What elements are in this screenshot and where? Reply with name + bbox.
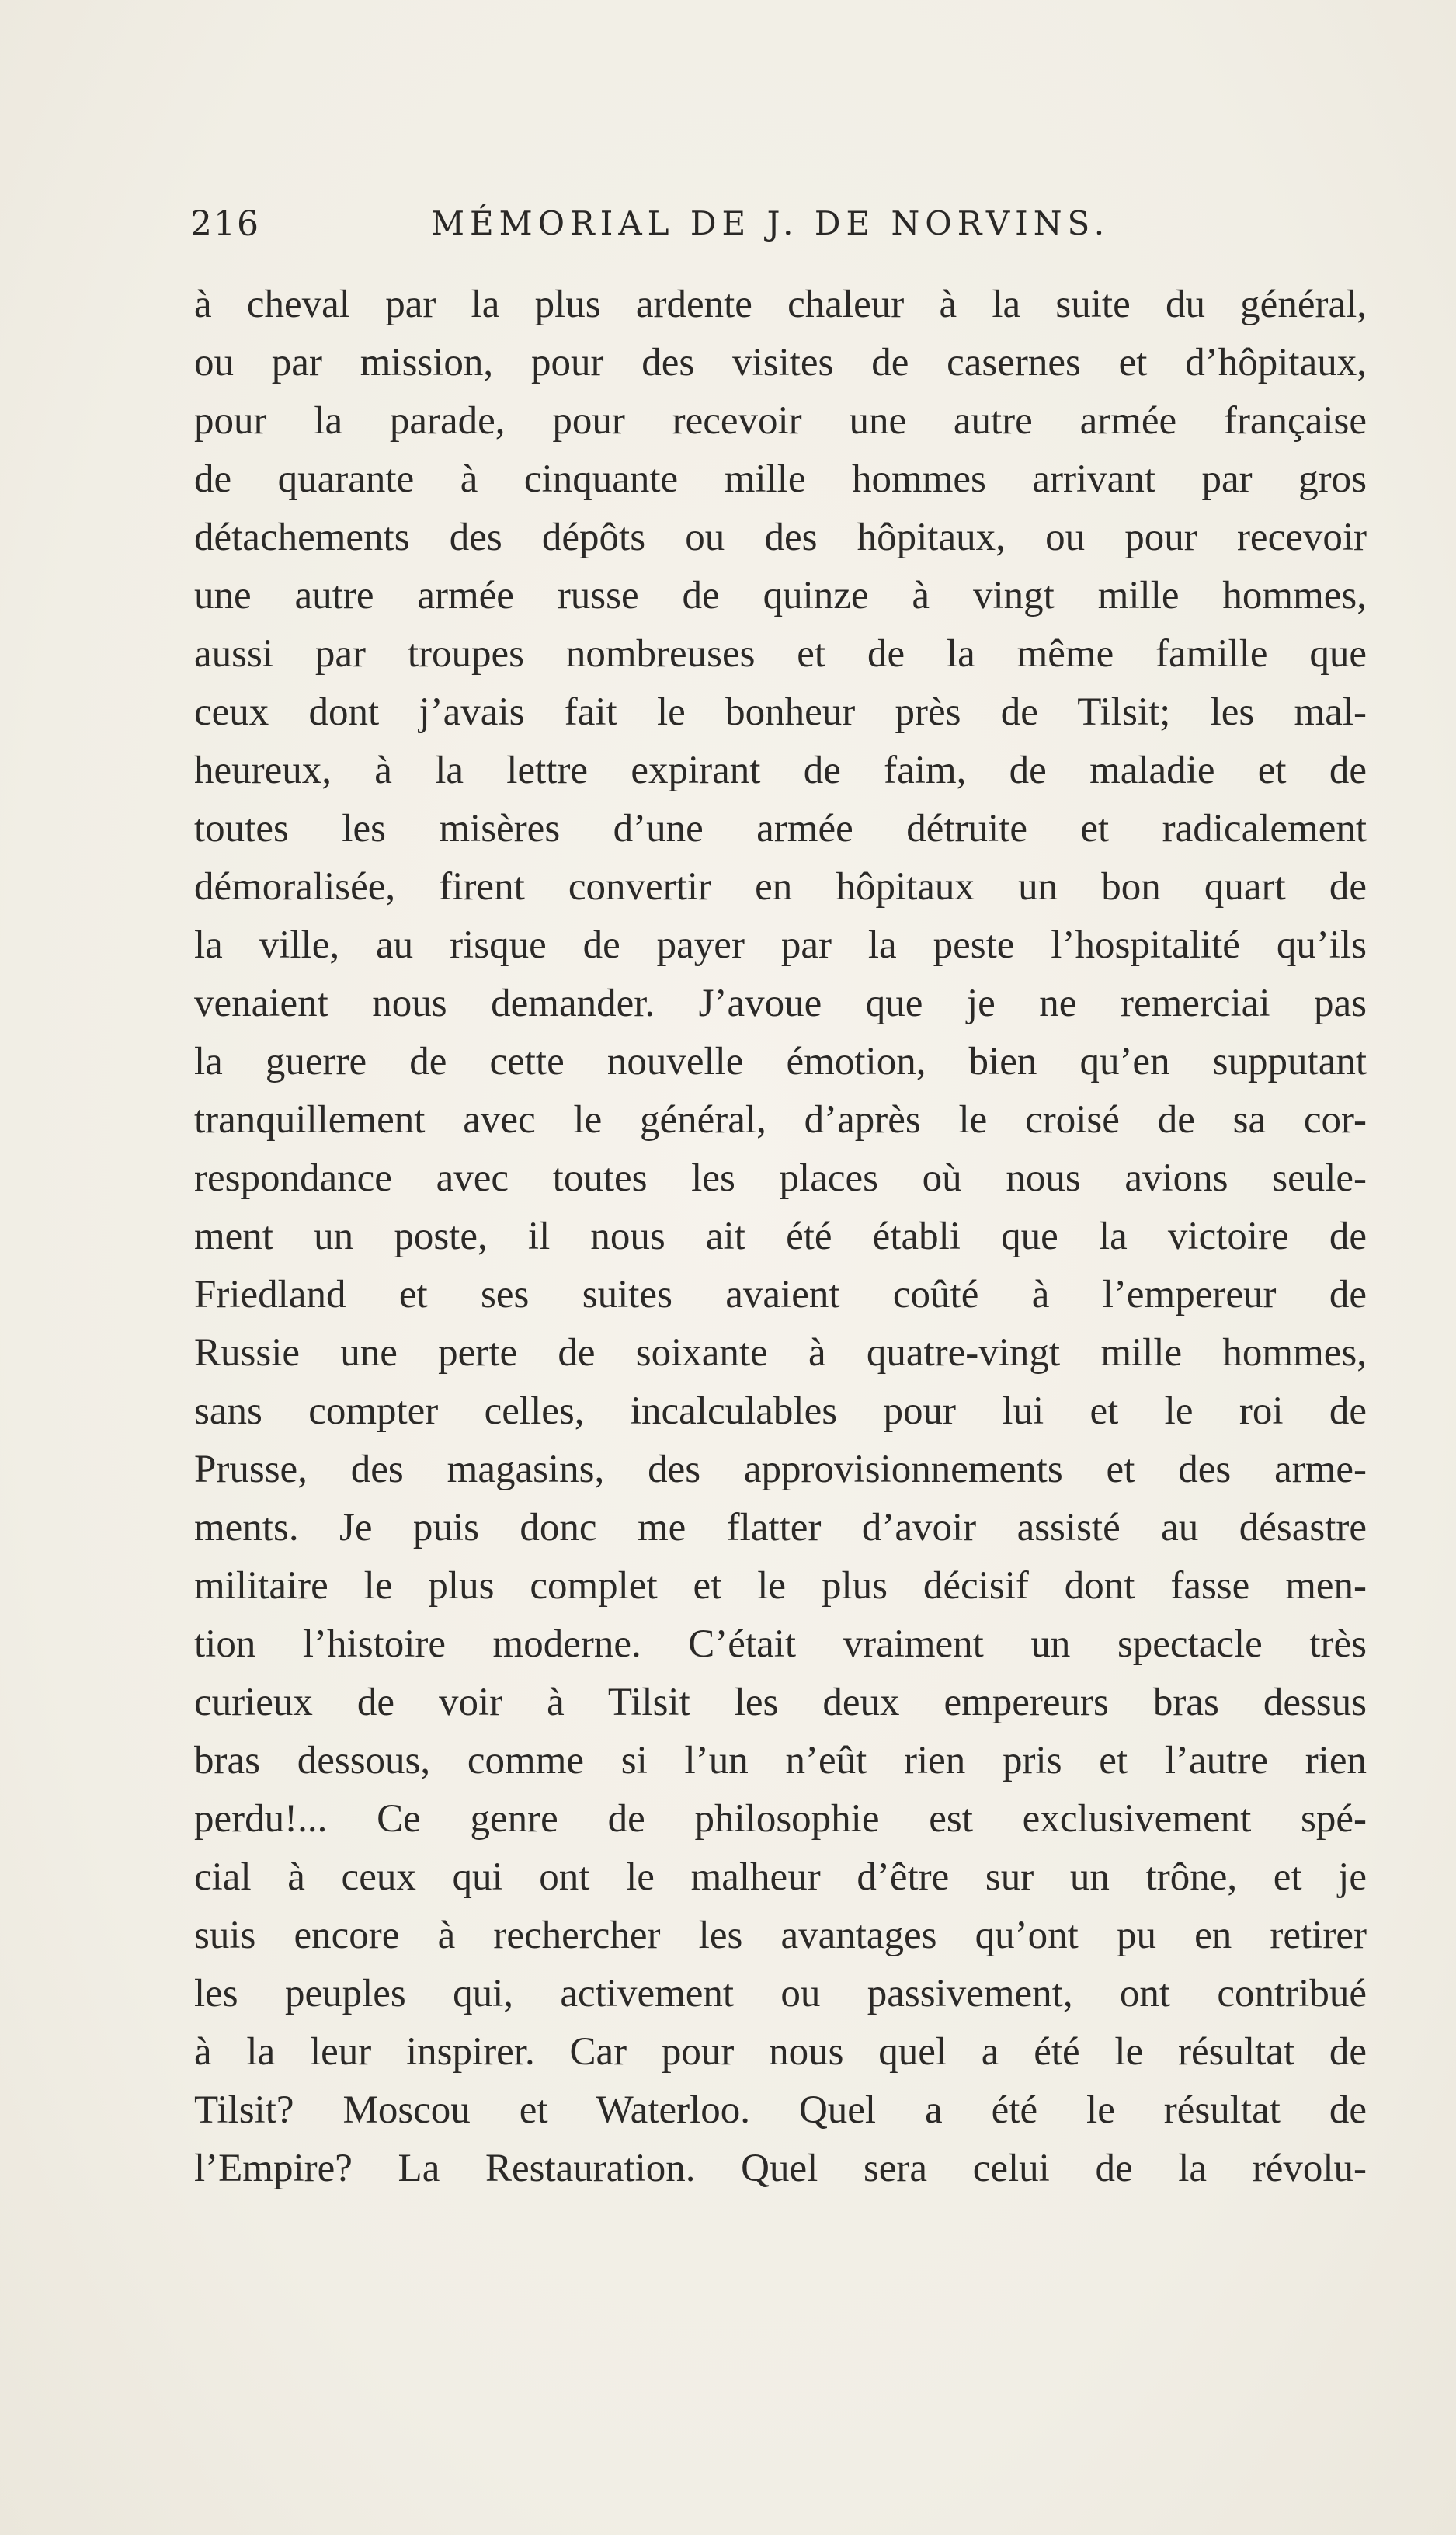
text-line: venaient nous demander. J’avoue que je ne remerciai pas [194, 982, 1367, 1025]
text-line: à la leur inspirer. Car pour nous quel a été le résultat de [194, 2030, 1367, 2074]
text-line: la ville, au risque de payer par la peste l’hospitalité qu’ils [194, 923, 1367, 967]
text-line: une autre armée russe de quinze à vingt mille hommes, [194, 574, 1367, 617]
text-line: sans compter celles, incalculables pour lui et le roi de [194, 1389, 1367, 1433]
text-line: démoralisée, firent convertir en hôpitaux un bon quart de [194, 865, 1367, 909]
text-line: Prusse, des magasins, des approvisionnements et des arme- [194, 1448, 1367, 1491]
text-line: cial à ceux qui ont le malheur d’être sur un trône, et je [194, 1855, 1367, 1899]
text-line: tranquillement avec le général, d’après le croisé de sa cor- [194, 1098, 1367, 1142]
text-line: Friedland et ses suites avaient coûté à l’empereur de [194, 1273, 1367, 1316]
text-line: la guerre de cette nouvelle émotion, bien qu’en supputant [194, 1040, 1367, 1083]
text-line: détachements des dépôts ou des hôpitaux, ou pour recevoir [194, 516, 1367, 559]
text-line: Russie une perte de soixante à quatre-vingt mille hommes, [194, 1331, 1367, 1375]
text-line: l’Empire? La Restauration. Quel sera celui de la révolu- [194, 2147, 1367, 2190]
running-title: MÉMORIAL DE J. DE NORVINS. [431, 204, 1110, 242]
text-line: toutes les misères d’une armée détruite et radicalement [194, 807, 1367, 850]
text-line: les peuples qui, activement ou passivement, ont contribué [194, 1972, 1367, 2015]
text-line: militaire le plus complet et le plus décisif dont fasse men- [194, 1564, 1367, 1608]
page-number: 216 [190, 204, 260, 244]
page-header [190, 198, 1114, 260]
text-line: heureux, à la lettre expirant de faim, de maladie et de [194, 749, 1367, 792]
text-line: ment un poste, il nous ait été établi que la victoire de [194, 1215, 1367, 1258]
text-line: curieux de voir à Tilsit les deux empereurs bras dessus [194, 1681, 1367, 1724]
text-line: de quarante à cinquante mille hommes arrivant par gros [194, 457, 1367, 501]
body-text [194, 276, 1367, 2198]
text-line: respondance avec toutes les places où nous avions seule- [194, 1156, 1367, 1200]
text-line: suis encore à rechercher les avantages qu’ont pu en retirer [194, 1914, 1367, 1957]
text-line: pour la parade, pour recevoir une autre armée française [194, 399, 1367, 443]
text-line: aussi par troupes nombreuses et de la même famille que [194, 632, 1367, 676]
text-line: perdu!... Ce genre de philosophie est exclusivement spé- [194, 1797, 1367, 1841]
text-line: ments. Je puis donc me flatter d’avoir assisté au désastre [194, 1506, 1367, 1549]
text-line: bras dessous, comme si l’un n’eût rien pris et l’autre rien [194, 1739, 1367, 1782]
text-line: Tilsit? Moscou et Waterloo. Quel a été le résultat de [194, 2088, 1367, 2132]
text-line: à cheval par la plus ardente chaleur à la suite du général, [194, 283, 1367, 326]
text-line: ou par mission, pour des visites de casernes et d’hôpitaux, [194, 341, 1367, 384]
text-line: ceux dont j’avais fait le bonheur près de Tilsit; les mal- [194, 690, 1367, 734]
text-line: tion l’histoire moderne. C’était vraiment un spectacle très [194, 1622, 1367, 1666]
